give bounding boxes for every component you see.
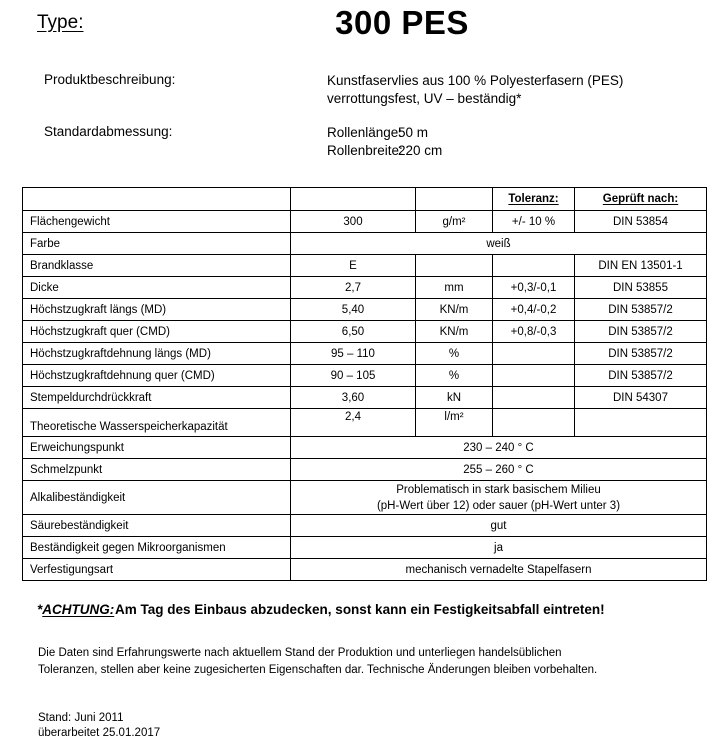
- property-label-cell: Dicke: [23, 277, 291, 299]
- span-value-line: 230 – 240 ° C: [463, 441, 534, 454]
- norm-cell: DIN 53857/2: [575, 299, 707, 321]
- property-label-cell: Höchstzugkraft quer (CMD): [23, 321, 291, 343]
- unit-cell: kN: [416, 387, 493, 409]
- property-label-cell: Alkalibeständigkeit: [23, 481, 291, 515]
- span-value-line: mechanisch vernadelte Stapelfasern: [405, 563, 592, 576]
- norm-cell: DIN EN 13501-1: [575, 255, 707, 277]
- span-value-line: weiß: [486, 237, 511, 250]
- tolerance-cell: [493, 409, 575, 437]
- roll-width-label: Rollenbreite:: [327, 142, 403, 158]
- warning-asterisk: *: [37, 602, 43, 617]
- unit-cell: mm: [416, 277, 493, 299]
- spec-table: [22, 187, 707, 581]
- table-row: [23, 559, 707, 581]
- table-row: [23, 277, 707, 299]
- warning-text: Am Tag des Einbaus abzudecken, sonst kann ein Festigkeitsabfall eintreten!: [115, 602, 605, 617]
- tolerance-cell: [493, 255, 575, 277]
- product-description-line2: verrottungsfest, UV – beständig*: [327, 90, 522, 106]
- disclaimer-line2: Toleranzen, stellen aber keine zugesicherten Eigenschaften dar. Technische Änderungen bleiben vorbehalten.: [38, 663, 598, 676]
- span-value-cell: [291, 437, 707, 459]
- property-label-cell: Säurebeständigkeit: [23, 515, 291, 537]
- product-description-label: Produktbeschreibung:: [44, 72, 176, 87]
- header-empty-cell: [416, 188, 493, 211]
- span-value-cell: [291, 233, 707, 255]
- value-cell: 2,4: [291, 409, 416, 437]
- value-cell: 90 – 105: [291, 365, 416, 387]
- norm-cell: [575, 409, 707, 437]
- property-label-cell: Höchstzugkraftdehnung längs (MD): [23, 343, 291, 365]
- span-value-line: ja: [494, 541, 503, 554]
- product-description-text: [327, 72, 623, 107]
- tolerance-cell: [493, 387, 575, 409]
- roll-length-label: Rollenlänge:: [327, 125, 403, 140]
- tolerance-cell: +0,8/-0,3: [493, 321, 575, 343]
- value-cell: 3,60: [291, 387, 416, 409]
- roll-width-row: [327, 142, 442, 160]
- norm-cell: DIN 54307: [575, 387, 707, 409]
- disclaimer-line1: Die Daten sind Erfahrungswerte nach aktuellem Stand der Produktion und unterliegen handelsüblichen: [38, 647, 562, 659]
- table-row: [23, 233, 707, 255]
- unit-cell: l/m²: [416, 409, 493, 437]
- property-label-cell: Schmelzpunkt: [23, 459, 291, 481]
- value-cell: 5,40: [291, 299, 416, 321]
- property-label-cell: Flächengewicht: [23, 211, 291, 233]
- standard-dimension-label: Standardabmessung:: [44, 124, 173, 139]
- unit-cell: KN/m: [416, 299, 493, 321]
- property-label-cell: Brandklasse: [23, 255, 291, 277]
- norm-cell: DIN 53857/2: [575, 321, 707, 343]
- value-cell: E: [291, 255, 416, 277]
- header-tolerance-cell: Toleranz:: [493, 188, 575, 211]
- table-row: [23, 409, 707, 437]
- table-row: [23, 299, 707, 321]
- value-cell: 300: [291, 211, 416, 233]
- span-value-cell: [291, 515, 707, 537]
- table-row: [23, 481, 707, 515]
- roll-length-row: [327, 124, 442, 142]
- tolerance-cell: [493, 343, 575, 365]
- norm-cell: DIN 53855: [575, 277, 707, 299]
- property-label-cell: Höchstzugkraft längs (MD): [23, 299, 291, 321]
- property-label-cell: Beständigkeit gegen Mikroorganismen: [23, 537, 291, 559]
- unit-cell: %: [416, 343, 493, 365]
- span-value-cell: [291, 459, 707, 481]
- unit-cell: [416, 255, 493, 277]
- product-description-line1: Kunstfaservlies aus 100 % Polyesterfasern (PES): [327, 73, 624, 88]
- property-label-cell: Stempeldurchdrückkraft: [23, 387, 291, 409]
- header-empty-cell: [291, 188, 416, 211]
- value-cell: 95 – 110: [291, 343, 416, 365]
- property-label-cell: Verfestigungsart: [23, 559, 291, 581]
- span-value-cell: [291, 537, 707, 559]
- span-value-line: 255 – 260 ° C: [463, 463, 534, 476]
- revision-date: überarbeitet 25.01.2017: [38, 727, 161, 739]
- warning-label: [37, 602, 114, 617]
- header-empty-cell: [23, 188, 291, 211]
- table-row: [23, 365, 707, 387]
- spec-table-container: [22, 187, 707, 581]
- page-title: 300 PES: [335, 4, 469, 41]
- norm-cell: DIN 53854: [575, 211, 707, 233]
- span-value-line: (pH-Wert über 12) oder sauer (pH-Wert unter 3): [376, 499, 621, 512]
- disclaimer: [38, 645, 597, 678]
- table-row: [23, 387, 707, 409]
- table-row: [23, 515, 707, 537]
- table-row: [23, 211, 707, 233]
- type-label: Type:: [37, 12, 84, 33]
- unit-cell: KN/m: [416, 321, 493, 343]
- tolerance-cell: +0,4/-0,2: [493, 299, 575, 321]
- unit-cell: g/m²: [416, 211, 493, 233]
- unit-cell: %: [416, 365, 493, 387]
- table-row: [23, 343, 707, 365]
- span-value-line: gut: [490, 519, 507, 532]
- span-value-line: Problematisch in stark basischem Milieu: [396, 483, 601, 496]
- table-header-row: [23, 188, 707, 211]
- tolerance-cell: +0,3/-0,1: [493, 277, 575, 299]
- standard-dimensions: [327, 124, 442, 159]
- property-label-cell: Theoretische Wasserspeicherkapazität: [23, 409, 291, 437]
- roll-length-value: 50 m: [398, 125, 429, 140]
- table-row: [23, 255, 707, 277]
- norm-cell: DIN 53857/2: [575, 365, 707, 387]
- property-label-cell: Höchstzugkraftdehnung quer (CMD): [23, 365, 291, 387]
- table-row: [23, 459, 707, 481]
- table-row: [23, 437, 707, 459]
- property-label-cell: Erweichungspunkt: [23, 437, 291, 459]
- value-cell: 6,50: [291, 321, 416, 343]
- span-value-cell: [291, 559, 707, 581]
- warning-word: ACHTUNG:: [42, 602, 115, 617]
- roll-width-value: 220 cm: [398, 142, 443, 158]
- table-row: [23, 537, 707, 559]
- status-date: Stand: Juni 2011: [38, 712, 124, 724]
- property-label-cell: Farbe: [23, 233, 291, 255]
- tolerance-cell: +/- 10 %: [493, 211, 575, 233]
- header-tested-per-cell: Geprüft nach:: [575, 188, 707, 211]
- value-cell: 2,7: [291, 277, 416, 299]
- norm-cell: DIN 53857/2: [575, 343, 707, 365]
- span-value-cell: [291, 481, 707, 515]
- tolerance-cell: [493, 365, 575, 387]
- table-row: [23, 321, 707, 343]
